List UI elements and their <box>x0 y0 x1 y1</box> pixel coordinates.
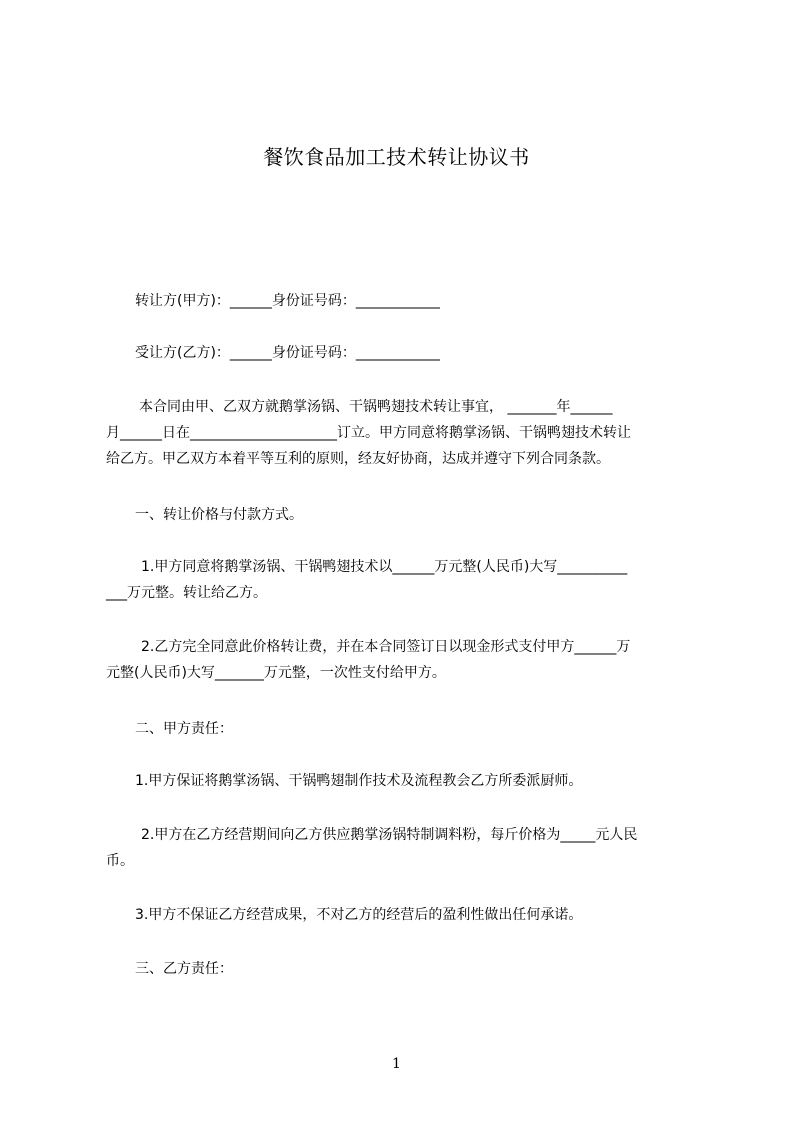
intro-line-1: 本合同由甲、乙双方就鹅掌汤锅、干锅鸭翅技术转让事宜， _______年______ <box>139 399 613 415</box>
document-title: 餐饮食品加工技术转让协议书 <box>263 145 530 169</box>
section-3-heading: 三、乙方责任： <box>135 961 233 977</box>
section-2-heading: 二、甲方责任： <box>135 721 233 737</box>
intro-paragraph <box>106 394 710 472</box>
section-1-item-2-line-2: 元整(人民币)大写_______万元整，一次性支付给甲方。 <box>106 665 446 681</box>
intro-line-2: 月______日在_____________________订立。甲方同意将鹅掌汤锅、干锅鸭翅技术转让 <box>106 425 631 441</box>
party-b-line: 受让方(乙方)：______身份证号码：____________ <box>135 345 440 361</box>
section-1-item-2-line-1: 2.乙方完全同意此价格转让费，并在本合同签订日以现金形式支付甲方______万 <box>141 639 631 655</box>
section-2-item-1: 1.甲方保证将鹅掌汤锅、干锅鸭翅制作技术及流程教会乙方所委派厨师。 <box>135 773 583 789</box>
section-1-heading: 一、转让价格与付款方式。 <box>135 507 303 523</box>
section-1-item-1 <box>106 554 710 606</box>
section-1-item-2 <box>106 634 710 686</box>
section-2-item-2-line-2: 币。 <box>106 853 134 869</box>
section-2-item-3: 3.甲方不保证乙方经营成果，不对乙方的经营后的盈利性做出任何承诺。 <box>135 907 583 923</box>
page-number: 1 <box>392 1056 401 1072</box>
party-a-line: 转让方(甲方)：______身份证号码：____________ <box>135 293 440 309</box>
section-2-item-2 <box>106 822 710 874</box>
section-2-item-2-line-1: 2.甲方在乙方经营期间向乙方供应鹅掌汤锅特制调料粉，每斤价格为_____元人民 <box>141 827 638 843</box>
section-1-item-1-line-2: ___万元整。转让给乙方。 <box>106 585 267 601</box>
intro-line-3: 给乙方。甲乙双方本着平等互利的原则，经友好协商，达成并遵守下列合同条款。 <box>106 451 610 467</box>
section-1-item-1-line-1: 1.甲方同意将鹅掌汤锅、干锅鸭翅技术以______万元整(人民币)大写__________ <box>141 559 628 575</box>
